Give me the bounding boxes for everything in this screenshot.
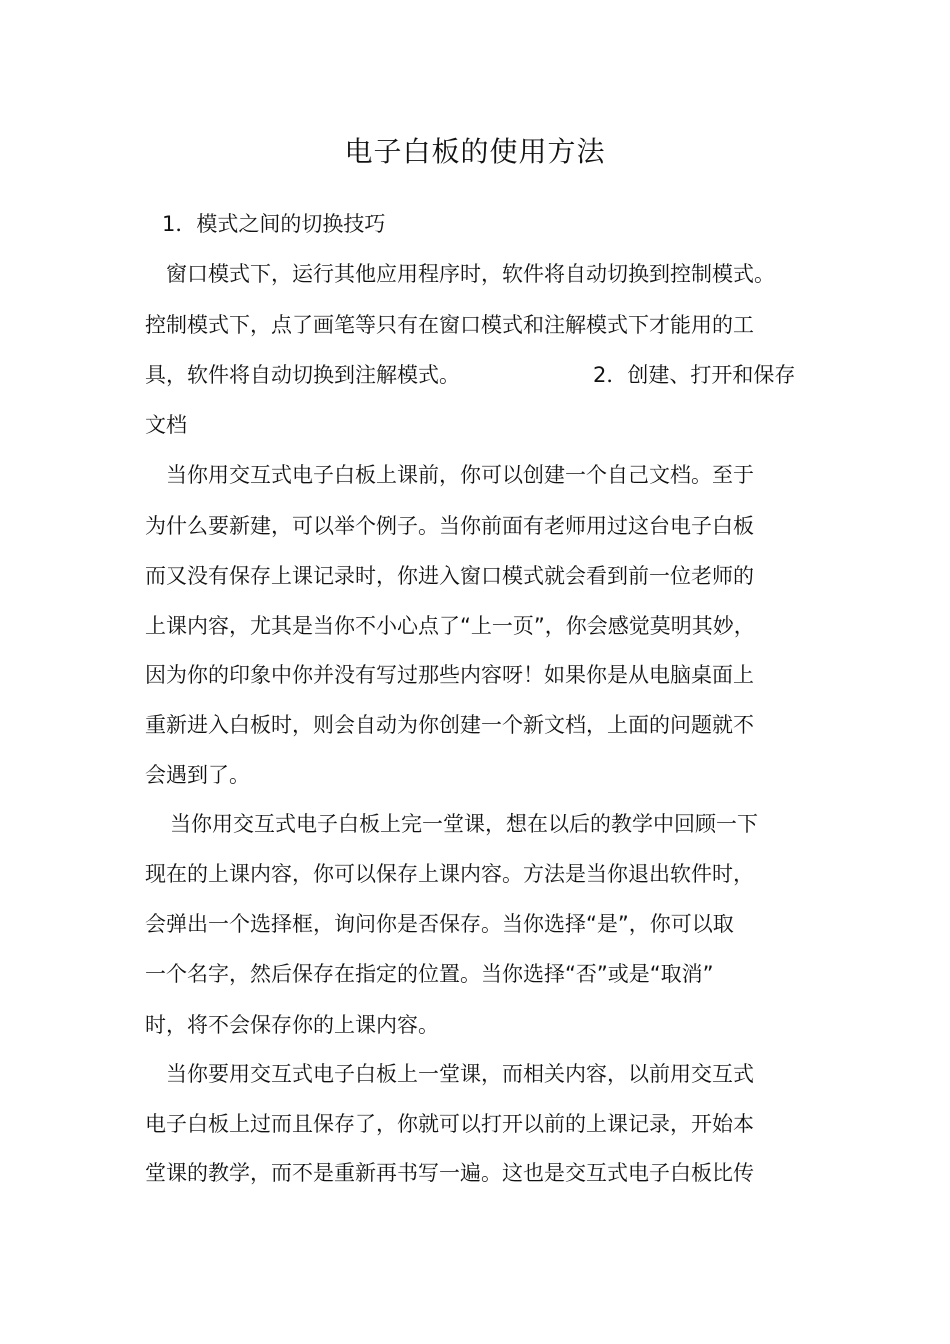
paragraph-line: 当你用交互式电子白板上课前，你可以创建一个自己文档。至于: [166, 463, 754, 487]
paragraph-line: 会弹出一个选择框，询问你是否保存。当你选择“是”，你可以取: [145, 912, 734, 936]
paragraph-line: 重新进入白板时，则会自动为你创建一个新文档，上面的问题就不: [145, 713, 754, 737]
paragraph-line: 电子白板上过而且保存了，你就可以打开以前的上课记录，开始本: [145, 1112, 754, 1136]
section-heading-create-open-save: 2．创建、打开和保存: [593, 363, 796, 387]
section-heading-mode-switch: 1．模式之间的切换技巧: [162, 212, 386, 236]
paragraph-line: 现在的上课内容，你可以保存上课内容。方法是当你退出软件时，: [145, 862, 754, 886]
paragraph-line: 窗口模式下，运行其他应用程序时，软件将自动切换到控制模式。: [166, 262, 775, 286]
paragraph-line: 为什么要新建，可以举个例子。当你前面有老师用过这台电子白板: [145, 514, 754, 538]
paragraph-line: 时，将不会保存你的上课内容。: [145, 1013, 439, 1037]
paragraph-line: 当你用交互式电子白板上完一堂课，想在以后的教学中回顾一下: [170, 812, 758, 836]
document-title: 电子白板的使用方法: [344, 135, 606, 168]
paragraph-line: 而又没有保存上课记录时，你进入窗口模式就会看到前一位老师的: [145, 564, 754, 588]
paragraph-line: 文档: [145, 413, 187, 437]
paragraph-line: 一个名字，然后保存在指定的位置。当你选择“否”或是“取消”: [145, 962, 714, 986]
paragraph-line: 当你要用交互式电子白板上一堂课，而相关内容，以前用交互式: [166, 1062, 754, 1086]
paragraph-line: 会遇到了。: [145, 763, 250, 787]
paragraph-line: 堂课的教学，而不是重新再书写一遍。这也是交互式电子白板比传: [145, 1161, 754, 1185]
paragraph-line: 上课内容，尤其是当你不小心点了“上一页”，你会感觉莫明其妙，: [145, 614, 755, 638]
paragraph-line: 控制模式下，点了画笔等只有在窗口模式和注解模式下才能用的工: [145, 313, 754, 337]
paragraph-line: 具，软件将自动切换到注解模式。: [145, 363, 460, 387]
paragraph-line: 因为你的印象中你并没有写过那些内容呀！如果你是从电脑桌面上: [145, 663, 754, 687]
